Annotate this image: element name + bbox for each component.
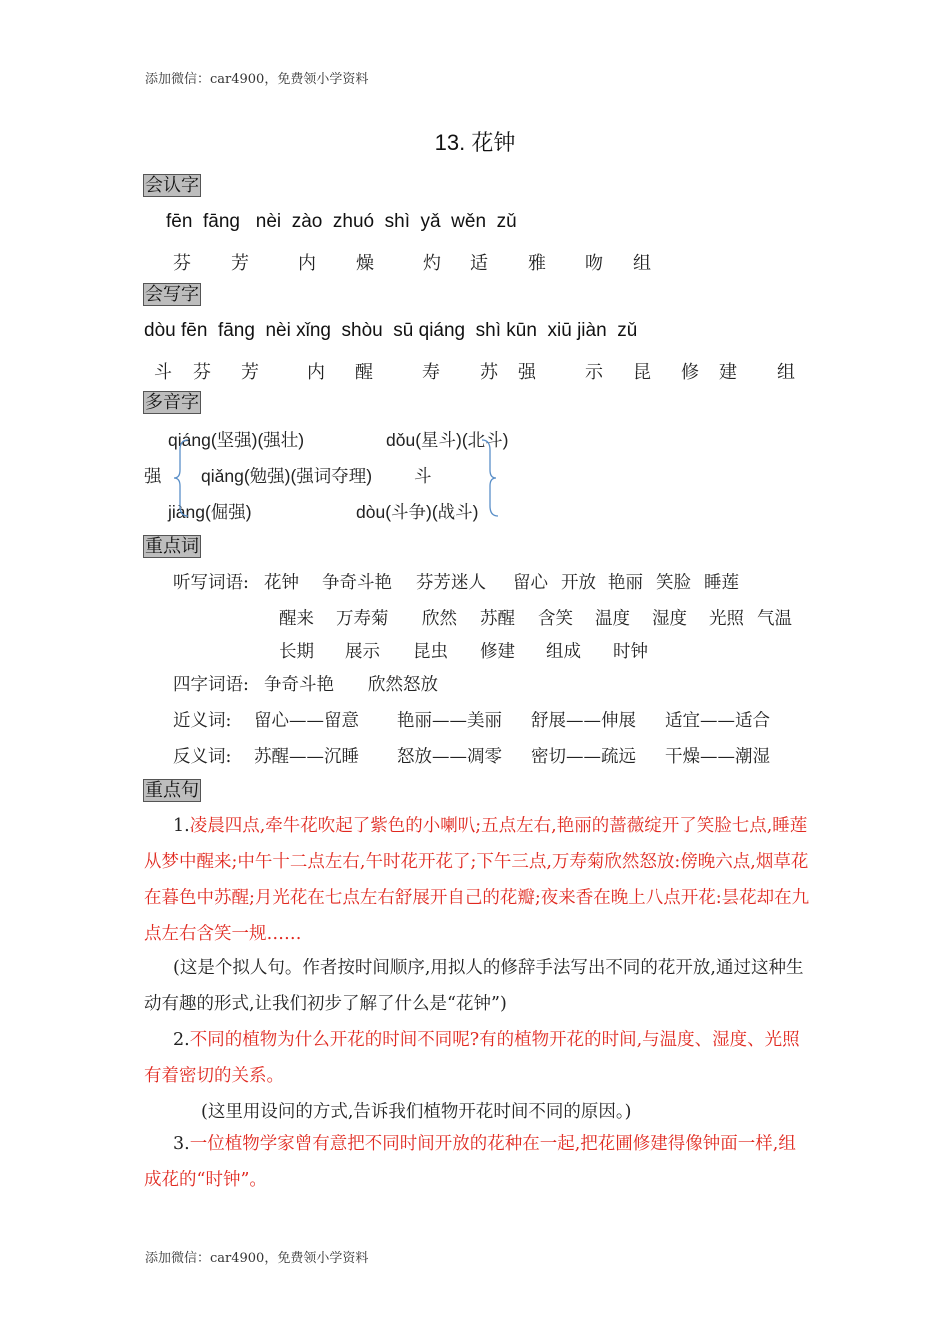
word: 艳丽	[608, 573, 643, 593]
char: 昆	[633, 362, 651, 383]
word: 笑脸	[656, 573, 691, 593]
right-brace-icon	[476, 438, 506, 518]
page-title: 13. 花钟	[434, 130, 516, 155]
word: 欣然	[422, 609, 457, 629]
section-label-recognize: 会认字	[145, 175, 199, 196]
char: 斗	[154, 362, 172, 383]
word: 长期	[279, 642, 314, 662]
word: 气温	[757, 609, 792, 629]
word: 光照	[709, 609, 744, 629]
word: 湿度	[652, 609, 687, 629]
word: 组成	[546, 642, 581, 662]
qiang-reading-2: qiǎng(勉强)(强词夺理)	[201, 466, 373, 486]
footer-note: 添加微信：car4900，免费领小学资料	[145, 1251, 369, 1266]
word: 醒来	[279, 609, 314, 629]
word-pair: 舒展——伸展	[531, 711, 636, 731]
sentence-1	[144, 808, 810, 952]
word: 万寿菊	[336, 609, 389, 629]
char: 苏	[480, 362, 498, 383]
sentence-number: 1.	[173, 816, 190, 836]
sentence-number: 2.	[173, 1030, 190, 1050]
four-char-label: 四字词语:	[173, 675, 249, 695]
section-label-polyphone: 多音字	[145, 392, 199, 413]
word-pair: 干燥——潮湿	[665, 747, 770, 767]
sentence-3	[144, 1126, 810, 1198]
word: 展示	[345, 642, 380, 662]
char: 醒	[355, 362, 373, 383]
word-pair: 苏醒——沉睡	[254, 747, 359, 767]
qiang-char: 强	[144, 467, 162, 487]
char: 内	[298, 253, 316, 274]
antonym-label: 反义词:	[173, 747, 232, 767]
recognize-pinyin: fēn fāng nèi zào zhuó shì yǎ wěn zǔ	[166, 211, 517, 232]
section-label-key-words: 重点词	[145, 536, 199, 557]
char: 强	[518, 362, 536, 383]
char: 灼	[423, 253, 441, 274]
char: 示	[585, 362, 603, 383]
write-pinyin: dòu fēn fāng nèi xǐng shòu sū qiáng shì kūn xiū jiàn zǔ	[144, 320, 638, 341]
qiang-reading-1: qiáng(坚强)(强壮)	[168, 430, 305, 450]
section-label-key-sentences: 重点句	[145, 780, 199, 801]
char: 吻	[585, 253, 603, 274]
word: 苏醒	[480, 609, 515, 629]
word: 温度	[595, 609, 630, 629]
word: 睡莲	[704, 573, 739, 593]
word: 争奇斗艳	[264, 675, 334, 695]
sentence-number: 3.	[173, 1134, 190, 1154]
dou-char: 斗	[414, 467, 432, 487]
dou-reading-2: dòu(斗争)(战斗)	[356, 502, 479, 522]
word-pair: 适宜——适合	[665, 711, 770, 731]
header-note: 添加微信：car4900，免费领小学资料	[145, 72, 369, 87]
char: 芳	[241, 362, 259, 383]
char: 组	[777, 362, 795, 383]
word: 含笑	[538, 609, 573, 629]
dictation-label: 听写词语:	[173, 573, 249, 593]
word-pair: 怒放——凋零	[397, 747, 502, 767]
char: 燥	[356, 253, 374, 274]
sentence-text: 不同的植物为什么开花的时间不同呢?有的植物开花的时间,与温度、湿度、光照有着密切的关系。	[144, 1030, 800, 1086]
word: 争奇斗艳	[322, 573, 392, 593]
section-label-write: 会写字	[145, 284, 199, 305]
word: 时钟	[613, 642, 648, 662]
sentence-2-note: (这里用设问的方式,告诉我们植物开花时间不同的原因。)	[201, 1102, 632, 1122]
sentence-text: 凌晨四点,牵牛花吹起了紫色的小喇叭;五点左右,艳丽的蔷薇绽开了笑脸七点,睡莲从梦中醒来;中午十二点左右,午时花开花了;下午三点,万寿菊欣然怒放:傍晚六点,烟草花在暮色中苏醒;月光花在七点左右舒展开自己的花瓣;夜来香在晚上八点开花:昙花却在九点左右含笑一规……	[144, 816, 810, 944]
sentence-1-note: (这是个拟人句。作者按时间顺序,用拟人的修辞手法写出不同的花开放,通过这种生动有趣的形式,让我们初步了解了什么是“花钟”)	[144, 958, 804, 1014]
char: 建	[719, 362, 737, 383]
char: 芬	[193, 362, 211, 383]
word: 昆虫	[413, 642, 448, 662]
word-pair: 艳丽——美丽	[397, 711, 502, 731]
char: 雅	[528, 253, 546, 274]
qiang-reading-3: jiàng(倔强)	[168, 502, 252, 522]
word-pair: 密切——疏远	[531, 747, 636, 767]
left-brace-icon	[170, 438, 200, 518]
char: 芳	[231, 253, 249, 274]
word: 留心	[513, 573, 548, 593]
word: 芬芳迷人	[416, 573, 486, 593]
word: 开放	[561, 573, 596, 593]
char: 组	[633, 253, 651, 274]
word: 花钟	[264, 573, 299, 593]
synonym-label: 近义词:	[173, 711, 232, 731]
dou-reading-1: dǒu(星斗)(北斗)	[386, 430, 509, 450]
char: 适	[470, 253, 488, 274]
sentence-2	[144, 1022, 810, 1094]
char: 修	[681, 362, 699, 383]
word: 欣然怒放	[368, 675, 438, 695]
sentence-text: 一位植物学家曾有意把不同时间开放的花种在一起,把花圃修建得像钟面一样,组成花的“时钟”。	[144, 1134, 796, 1190]
word: 修建	[480, 642, 515, 662]
char: 芬	[173, 253, 191, 274]
char: 内	[307, 362, 325, 383]
char: 寿	[422, 362, 440, 383]
word-pair: 留心——留意	[254, 711, 359, 731]
